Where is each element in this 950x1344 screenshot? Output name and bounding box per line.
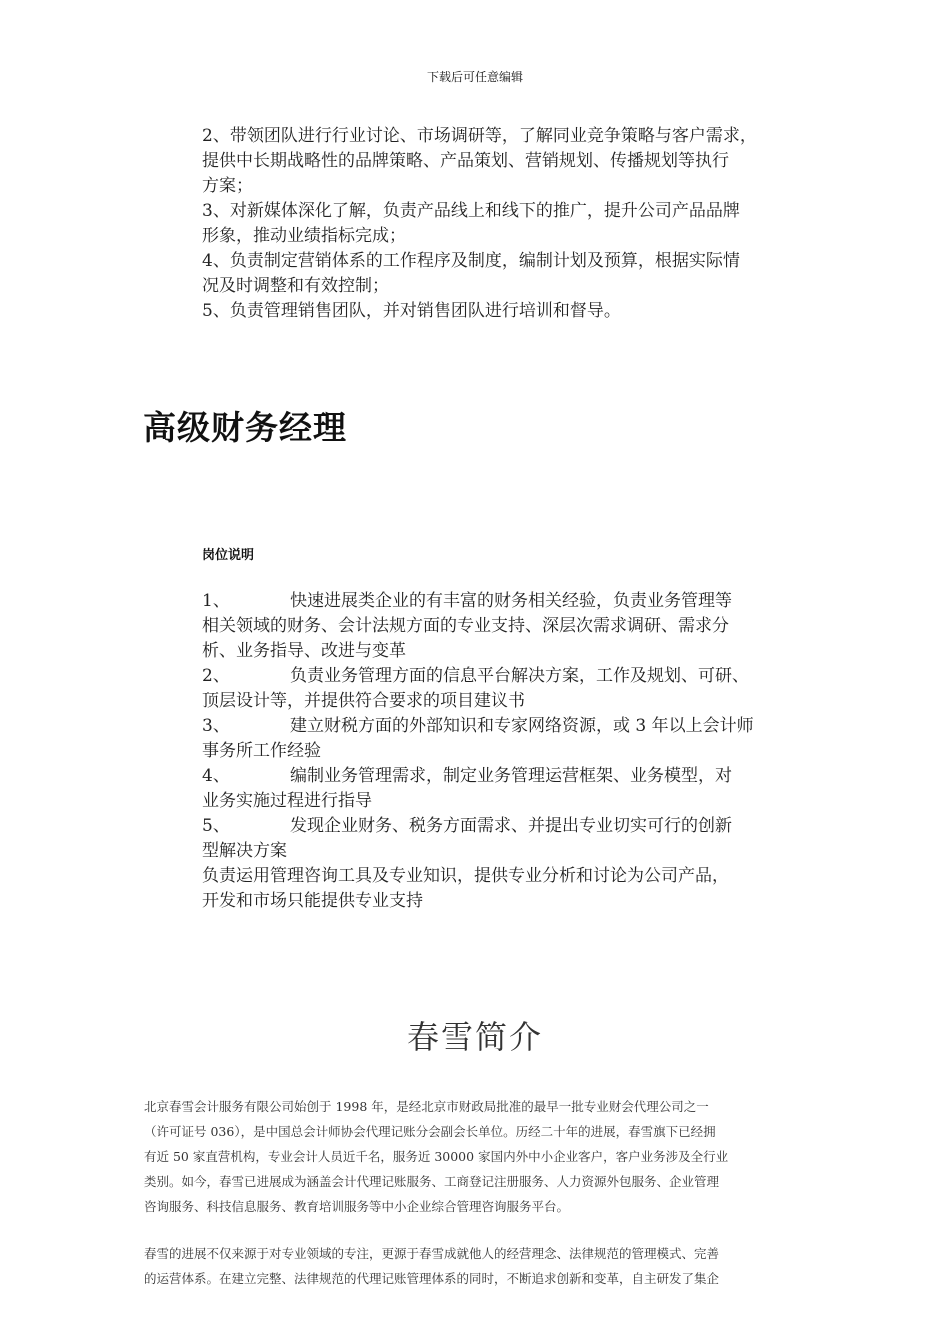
duty-number: 5、 [202, 816, 230, 836]
job-title: 高级财务经理 [143, 408, 347, 447]
intro-title: 春雪简介 [406, 1018, 543, 1056]
intro-line: （许可证号 036），是中国总会计师协会代理记账分会副会长单位。历经二十年的进展，春雪旗下已经拥 [144, 1124, 716, 1139]
duty-item-3-first [202, 714, 822, 739]
duty-line: 业务实施过程进行指导 [202, 791, 372, 811]
duty-item-2-first [202, 664, 822, 689]
intro-paragraph-2 [144, 1241, 808, 1291]
duty-line: 5、负责管理销售团队，并对销售团队进行培训和督导。 [202, 301, 621, 321]
intro-line: 咨询服务、科技信息服务、教育培训服务等中小企业综合管理咨询服务平台。 [144, 1199, 570, 1214]
duty-line: 相关领域的财务、会计法规方面的专业支持、深层次需求调研、需求分 [202, 616, 729, 636]
duty-text: 建立财税方面的外部知识和专家网络资源，或 3 年以上会计师 [290, 716, 754, 736]
duty-text: 编制业务管理需求，制定业务管理运营框架、业务模型，对 [290, 766, 732, 786]
duty-line: 事务所工作经验 [202, 741, 321, 761]
duty-item-5-first [202, 814, 822, 839]
intro-line: 类别。如今，春雪已进展成为涵盖会计代理记账服务、工商登记注册服务、人力资源外包服务、企业管理 [144, 1174, 720, 1189]
duty-line: 顶层设计等，并提供符合要求的项目建议书 [202, 691, 525, 711]
duty-line: 型解决方案 [202, 841, 287, 861]
duty-line: 2、带领团队进行行业讨论、市场调研等，了解同业竞争策略与客户需求， [202, 126, 757, 146]
intro-line: 的运营体系。在建立完整、法律规范的代理记账管理体系的同时，不断追求创新和变革，自主研发了集企 [144, 1271, 720, 1286]
duty-line: 3、对新媒体深化了解，负责产品线上和线下的推广，提升公司产品品牌 [202, 201, 740, 221]
duty-number: 2、 [202, 666, 230, 686]
duties-list [202, 589, 822, 914]
duty-line: 方案； [202, 176, 253, 196]
duty-extra-line: 开发和市场只能提供专业支持 [202, 891, 423, 911]
duty-item-1-first [202, 589, 822, 614]
duty-number: 1、 [202, 591, 230, 611]
duty-number: 3、 [202, 716, 230, 736]
intro-line: 有近 50 家直营机构，专业会计人员近千名，服务近 30000 家国内外中小企业客户，客户业务涉及全行业 [144, 1149, 729, 1164]
duty-item-4-first [202, 764, 822, 789]
duty-extra-line: 负责运用管理咨询工具及专业知识，提供专业分析和讨论为公司产品， [202, 866, 729, 886]
duties-previous-section [202, 124, 822, 324]
duty-text: 负责业务管理方面的信息平台解决方案，工作及规划、可研、 [290, 666, 749, 686]
duty-number: 4、 [202, 766, 230, 786]
intro-line: 北京春雪会计服务有限公司始创于 1998 年，是经北京市财政局批准的最早一批专业财会代理公司之一 [144, 1099, 709, 1114]
duty-text: 快速进展类企业的有丰富的财务相关经验，负责业务管理等 [290, 591, 732, 611]
intro-paragraph-1 [144, 1094, 808, 1219]
duty-line: 提供中长期战略性的品牌策略、产品策划、营销规划、传播规划等执行 [202, 151, 729, 171]
duty-text: 发现企业财务、税务方面需求、并提出专业切实可行的创新 [290, 816, 732, 836]
duty-line: 析、业务指导、改进与变革 [202, 641, 406, 661]
duty-line: 况及时调整和有效控制； [202, 276, 389, 296]
section-label: 岗位说明 [202, 548, 255, 563]
intro-line: 春雪的进展不仅来源于对专业领域的专注，更源于春雪成就他人的经营理念、法律规范的管理模式、完善 [144, 1246, 720, 1261]
page-header: 下载后可任意编辑 [426, 70, 523, 84]
duty-line: 形象，推动业绩指标完成； [202, 226, 406, 246]
duty-line: 4、负责制定营销体系的工作程序及制度，编制计划及预算，根据实际情 [202, 251, 740, 271]
